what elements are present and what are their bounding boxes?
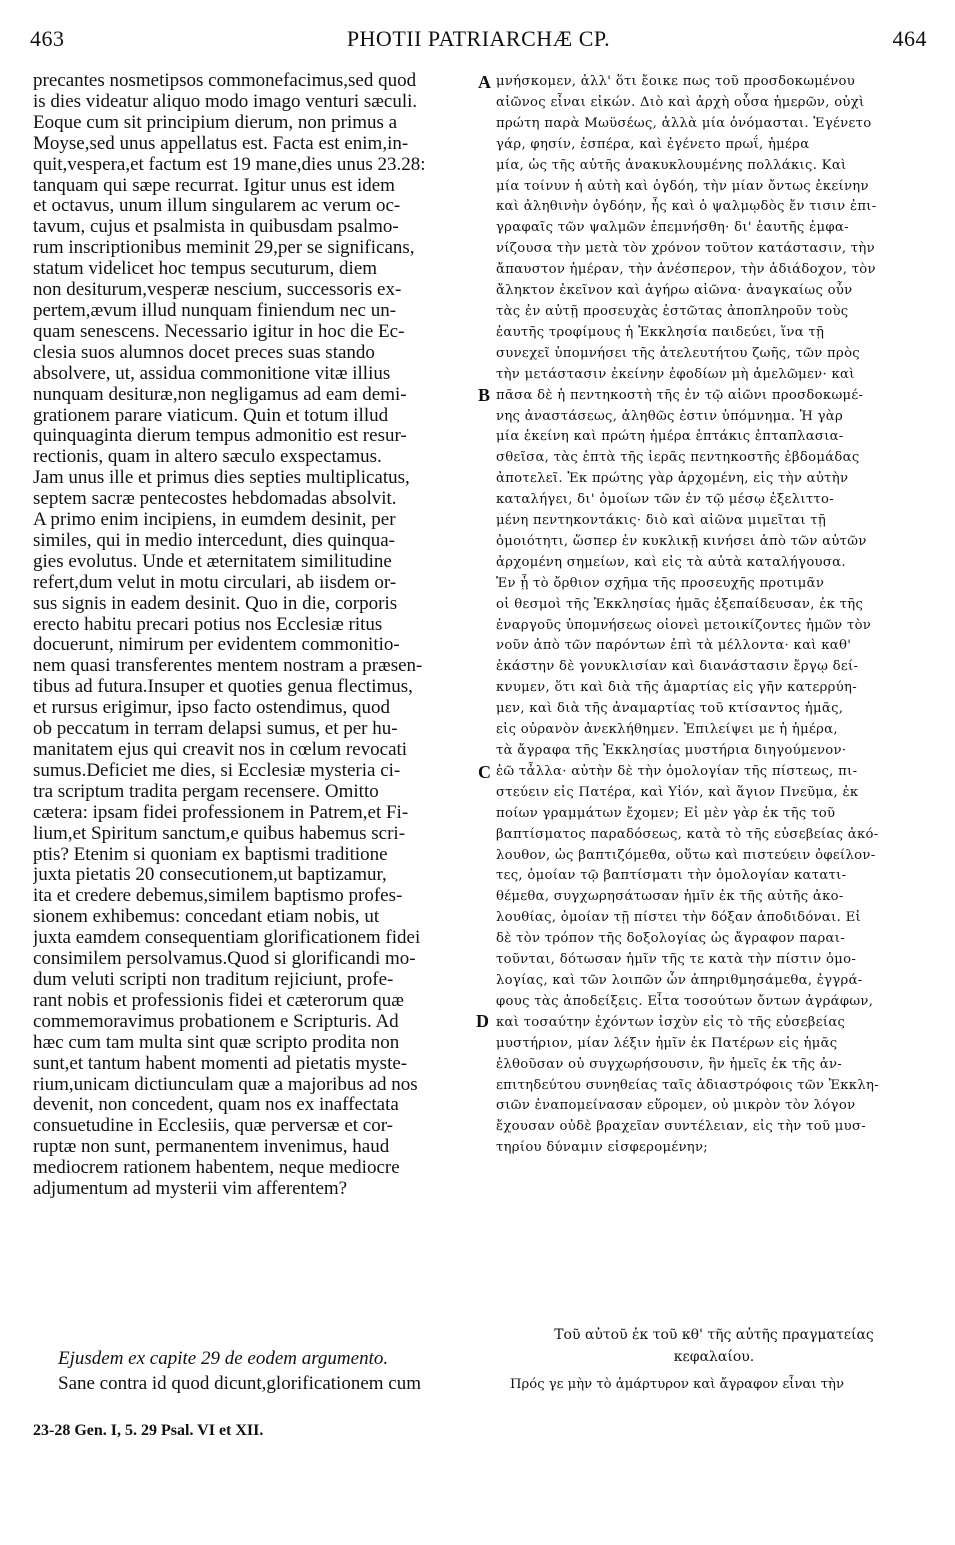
greek-line: ἐῶ τἆλλα· αὐτὴν δὲ τὴν ὁμολογίαν τῆς πίστεως, πι-	[496, 763, 858, 779]
latin-line: statum videlicet hoc tempus secuturum, diem	[33, 259, 378, 280]
latin-line: dum veluti scripti non traditum rejiciunt, profe-	[33, 969, 394, 990]
greek-line: ποίων γραμμάτων ἔχομεν; Εἰ μὲν γὰρ ἐκ τῆς τοῦ	[496, 805, 836, 821]
latin-line: lium,et Spiritum sanctum,e quibus habemus scri-	[33, 823, 406, 844]
greek-column	[496, 72, 932, 1159]
latin-line: Jam unus ille et primus dies septies multiplicatus,	[33, 468, 410, 489]
section-marker-d: D	[476, 1011, 489, 1031]
greek-line: βαπτίσματος παραδόσεως, κατὰ τὸ τῆς εὐσεβείας ἀκό-	[496, 826, 879, 842]
greek-line: μεν, καὶ διὰ τῆς ἀναμαρτίας τοῦ κτίσαντος ἡμᾶς,	[496, 701, 844, 717]
latin-line: devenit, non concedent, quam nos ex inaffectata	[33, 1095, 399, 1116]
greek-line: φους τὰς ἀποδείξεις. Εἶτα τοσούτων ὄντων ἀγράφων,	[496, 993, 874, 1009]
latin-line: sumus.Deficiet me dies, si Ecclesiæ mysteria ci-	[33, 760, 401, 781]
greek-line: τοῦνται, δότωσαν ἡμῖν τῆς τε κατὰ τὴν πίστιν ὁμο-	[496, 952, 857, 968]
greek-heading-line-2: κεφαλαίου.	[673, 1349, 755, 1365]
greek-line: συνεχεῖ ὑπομνήσει τῆς ἀτελευτήτου ζωῆς, τῶν πρὸς	[496, 345, 860, 361]
latin-line: tavum, cujus et psalmista in quibusdam psalmo-	[33, 217, 399, 238]
greek-line: μία ἐκείνη καὶ πρώτη ἡμέρα ἑπτάκις ἑπταπλασια-	[496, 429, 844, 445]
latin-line: sunt,et tantum habent momenti ad pietatis myste-	[33, 1053, 408, 1074]
greek-line: μένη πεντηκοντάκις· διὸ καὶ αἰῶνα μιμεῖται τῇ	[496, 513, 827, 529]
latin-line: tra scriptum tradita pergam recensere. Omitto	[33, 781, 379, 802]
latin-line: absolvere, ut, assidua commonitione vitæ illius	[33, 363, 391, 384]
latin-line: non desiturum,vesperæ nescium, successoris ex-	[33, 280, 402, 301]
greek-line: μυστήριον, μίαν λέξιν ἡμῖν ἐκ Πατέρων εἰς ἡμᾶς	[496, 1035, 838, 1051]
greek-line: μία, ὡς τῆς αὐτῆς ἀνακυκλουμένης πολλάκις. Καὶ	[496, 157, 847, 173]
latin-line: pertem,ævum illud nunquam finiendum nec un-	[33, 300, 397, 321]
greek-line: ἑαυτῆς τροφίμους ἡ Ἐκκλησία παιδεύει, ἵνα τῇ	[496, 324, 825, 340]
greek-line: καὶ ἀληθινὴν ὀγδόην, ἧς καὶ ὁ ψαλμῳδὸς ἔν τισιν ἐπι-	[496, 199, 877, 215]
greek-line: τὰς ἐν αὐτῇ προσευχὰς ἑστῶτας ἀποπληροῦν τοὺς	[496, 303, 849, 319]
greek-line: ἐναργοῦς ὑπομνήσεως οἱονεὶ μετοικίζοντες ἡμῶν τὸν	[496, 617, 872, 633]
latin-line: manitatem ejus qui creavit nos in cœlum revocati	[33, 740, 408, 760]
greek-line: λουθον, ὡς βαπτιζόμεθα, οὕτω καὶ πιστεύειν ὀφείλον-	[496, 847, 876, 863]
greek-line: ἀποτελεῖ. Ἐκ πρώτης γὰρ ἀρχομένη, εἰς τὴν αὐτὴν	[496, 471, 849, 487]
greek-line: καταλήγει, δι' ὁμοίων τῶν ἐν τῷ μέσῳ ἐξελιττο-	[496, 492, 835, 508]
greek-line: τες, ὁμοίαν τῷ βαπτίσματι τὴν ὁμολογίαν κατατι-	[496, 868, 847, 884]
latin-line: similes, qui in medio intercedunt, dies quinqua-	[33, 530, 395, 551]
latin-section-heading: Ejusdem ex capite 29 de eodem argumento.	[58, 1348, 389, 1369]
latin-line: hæc cum tam multa sint quæ scripto prodita non	[33, 1032, 400, 1053]
latin-line: et octavus, unum illum singularem ac verum oc-	[33, 196, 401, 217]
latin-line: clesia suos alumnos docet preces suas stando	[33, 342, 375, 363]
greek-line: ὁμοιότητι, ὥσπερ ἐν κυκλικῇ κινήσει ἀπὸ τῶν αὐτῶν	[496, 533, 867, 549]
page-number-right: 464	[892, 26, 927, 51]
greek-line: στεύειν εἰς Πατέρα, καὶ Υἱόν, καὶ ἅγιον Πνεῦμα, ἐκ	[496, 784, 859, 800]
section-marker-a: A	[478, 72, 491, 92]
latin-line: ob peccatum in terram delapsi sumus, et per hu-	[33, 719, 398, 740]
greek-line: γραφαῖς τῶν ψαλμῶν ἐπεμνήσθη· δι' ἑαυτῆς ἐμφα-	[496, 220, 849, 236]
greek-line: νίζουσα τὴν μετὰ τὸν χρόνον τοῦτον κατάστασιν, τὴν	[496, 241, 875, 257]
latin-line: tanquam qui sæpe recurrat. Igitur unus est idem	[33, 175, 395, 196]
greek-line: τὴν μετάστασιν ἐκείνην ἐφοδίων μὴ ἀμελῶμεν· καὶ	[496, 366, 855, 382]
latin-line: juxta eamdem consequentiam glorificationem fidei	[33, 928, 421, 949]
greek-line: μία τοίνυν ἡ αὐτὴ καὶ ὀγδόη, τὴν μίαν ὄντως ἐκείνην	[496, 178, 869, 194]
greek-line: ἑκάστην δὲ γονυκλισίαν καὶ διανάστασιν ἔργῳ δεί-	[496, 659, 859, 675]
latin-line: et rursus erigimur, ipso facto ostendimus, quod	[33, 698, 391, 719]
latin-line: nem quasi transferentes mentem nostram a præsen-	[33, 656, 423, 677]
greek-line: επιτηδεύτου συνηθείας ταῖς ἀδιαστρόφοις τῶν Ἐκκλη-	[496, 1077, 879, 1093]
latin-column	[33, 71, 473, 1200]
latin-line: tibus ad futura.Insuper et quoties genua flectimus,	[33, 677, 413, 698]
latin-line: ita et credere debemus,similem baptismo profes-	[33, 886, 403, 907]
latin-line: rium,unicam dictiunculam quæ a majoribus ad nos	[33, 1074, 418, 1095]
greek-line: δὲ τὸν τρόπον τῆς δοξολογίας ὡς ἄγραφον παραι-	[496, 931, 845, 947]
greek-line: νης ἀναστάσεως, ἀληθῶς ἐστιν ὑπόμνημα. Ἡ γὰρ	[496, 408, 844, 424]
latin-line: consimilem persolvamus.Quod si glorificandi mo-	[33, 949, 416, 970]
greek-line: γάρ, φησίν, ἑσπέρα, καὶ ἐγένετο πρωΐ, ἡμέρα	[496, 136, 810, 152]
latin-line: rectionis, quam in altero sæculo exspectamus.	[33, 447, 382, 468]
greek-line: ἀρχομένη σημείων, καὶ εἰς τὰ αὐτὰ καταλήγουσα.	[496, 554, 846, 570]
greek-line: εἰς οὐρανὸν ἀνεκλήθημεν. Ἐπιλείψει με ἡ ἡμέρα,	[496, 722, 838, 738]
latin-line: is dies videatur aliquo modo imago venturi sæculi.	[33, 91, 418, 112]
page-number-left: 463	[30, 26, 65, 51]
latin-line: consuetudine in Ecclesiis, quæ perversæ et cor-	[33, 1116, 393, 1137]
latin-line: quinquaginta dierum tempus admonitio est resur-	[33, 426, 407, 447]
greek-line: θέμεθα, συγχωρησάτωσαν ἡμῖν ἐκ τῆς αὐτῆς ἀκο-	[496, 889, 844, 905]
latin-line: gies evolutus. Unde et æternitatem similitudine	[33, 551, 392, 572]
footnotes: 23-28 Gen. I, 5. 29 Psal. VI et XII.	[33, 1422, 264, 1439]
latin-line: erecto habitu precari potius nos Ecclesiæ ritus	[33, 614, 383, 635]
latin-line: septem sacræ pentecostes hebdomadas absolvit.	[33, 489, 397, 510]
latin-line: quit,vespera,et factum est 19 mane,dies unus 23.28:	[33, 154, 426, 175]
greek-section-heading	[496, 1324, 932, 1368]
greek-heading-line-1: Τοῦ αὐτοῦ ἐκ τοῦ κθ' τῆς αὐτῆς πραγματείας	[554, 1327, 874, 1343]
greek-line: πᾶσα δὲ ἡ πεντηκοστὴ τῆς ἐν τῷ αἰῶνι προσδοκωμέ-	[496, 387, 864, 403]
greek-line: Ἐν ᾗ τὸ ὄρθιον σχῆμα τῆς προσευχῆς προτιμᾶν	[496, 575, 825, 591]
latin-line: Eoque cum sit principium dierum, non primus a	[33, 112, 398, 133]
latin-line: sus signis in eadem desinit. Quo in die, corporis	[33, 593, 398, 614]
greek-line: λογίας, καὶ τῶν λοιπῶν ὧν ἀπηριθμησάμεθα, ἐγγρά-	[496, 972, 863, 988]
latin-line: rum inscriptionibus meminit 29,per se significans,	[33, 238, 415, 259]
greek-line: σθεῖσα, τὰς ἑπτὰ τῆς ἱερᾶς πεντηκοστῆς ἑβδομάδας	[496, 450, 860, 466]
latin-line: precantes nosmetipsos commonefacimus,sed quod	[33, 71, 417, 91]
latin-line: rant nobis et professionis fidei et cæterorum quæ	[33, 990, 404, 1011]
latin-line: adjumentum ad mysterii vim afferentem?	[33, 1179, 348, 1200]
greek-line: σιῶν ἐναπομείνασαν εὕρομεν, οὐ μικρὸν τὸν λόγον	[496, 1098, 856, 1114]
greek-line: νοῦν ἀπὸ τῶν παρόντων ἐπὶ τὰ μέλλοντα· καὶ καθ'	[496, 638, 852, 654]
greek-final-line: Πρός γε μὴν τὸ ἀμάρτυρον καὶ ἄγραφον εἶναι τὴν	[510, 1377, 844, 1392]
latin-line: cætera: ipsam fidei professionem in Patrem,et Fi-	[33, 802, 409, 823]
greek-line: τηρίου δύναμιν εἰσφερομένην;	[496, 1140, 709, 1156]
latin-line: Moyse,sed unus appellatus est. Facta est enim,in-	[33, 133, 409, 154]
greek-line: ἄληκτον ἐκεῖνον καὶ ἀγήρω αἰῶνα· ἀναγκαίως οὖν	[496, 283, 853, 299]
latin-line: commemoravimus probationem e Scripturis. Ad	[33, 1011, 399, 1032]
latin-line: A primo enim incipiens, in eumdem desinit, per	[33, 510, 396, 531]
latin-line: grationem parare viaticum. Quin et totum illud	[33, 405, 389, 426]
section-marker-b: B	[478, 385, 491, 405]
running-title: PHOTII PATRIARCHÆ CP.	[346, 26, 611, 51]
latin-line: docuerunt, nimirum per evidentem commonitio-	[33, 635, 400, 656]
latin-line: ruptæ non sunt, permanentem invenimus, haud	[33, 1137, 390, 1158]
latin-line: mediocrem rationem habentem, neque mediocre	[33, 1158, 400, 1179]
greek-line: οἱ θεσμοὶ τῆς Ἐκκλησίας ἡμᾶς ἐξεπαίδευσαν, ἐκ τῆς	[496, 596, 864, 612]
latin-final-line: Sane contra id quod dicunt,glorificationem cum	[58, 1373, 422, 1394]
greek-line: ἄπαυστον ἡμέραν, τὴν ἀνέσπερον, τὴν ἀδιάδοχον, τὸν	[496, 262, 876, 278]
section-marker-c: C	[478, 762, 491, 782]
greek-line: τὰ ἄγραφα τῆς Ἐκκλησίας μυστήρια διηγούμενον·	[496, 743, 847, 758]
greek-line: αἰῶνος εἶναι εἰκών. Διὸ καὶ ἀρχὴ οὖσα ἡμερῶν, οὐχὶ	[496, 94, 865, 110]
greek-line: ἐλθοῦσαν οὐ συγχωρήσουσιν, ἣν ἡμεῖς ἐκ τῆς ἀν-	[496, 1056, 843, 1072]
greek-line: ἔχουσαν οὐδὲ βραχεῖαν συντέλειαν, εἰς τὴν τοῦ μυσ-	[496, 1119, 866, 1135]
greek-line: καὶ τοσαύτην ἐχόντων ἰσχὺν εἰς τὸ τῆς εὐσεβείας	[496, 1014, 846, 1030]
latin-line: nunquam desituræ,non negligamus ad eam demi-	[33, 384, 407, 405]
greek-line: πρώτη παρὰ Μωϋσέως, ἀλλὰ μία ὀνόμασται. Ἐγένετο	[496, 115, 872, 131]
latin-line: sionem exhibemus: concedant etiam nobis, ut	[33, 907, 380, 928]
latin-line: ptis? Etenim si quoniam ex baptismi traditione	[33, 844, 388, 865]
greek-line: κνυμεν, ὅτι καὶ διὰ τῆς ἁμαρτίας εἰς γῆν κατερρύη-	[496, 680, 857, 696]
latin-line: refert,dum velut in motu circulari, ab iisdem or-	[33, 572, 397, 593]
page-header	[30, 26, 927, 60]
latin-line: juxta pietatis 20 consecutionem,ut baptizamur,	[33, 865, 387, 886]
latin-line: quam senescens. Necessario igitur in hoc die Ec-	[33, 321, 405, 342]
greek-line: μνήσκομεν, ἀλλ' ὅτι ἔοικε πως τοῦ προσδοκωμένου	[496, 74, 856, 89]
greek-line: λουθίας, ὁμοίαν τῇ πίστει τὴν δόξαν ἀποδιδόναι. Εἰ	[496, 910, 861, 926]
